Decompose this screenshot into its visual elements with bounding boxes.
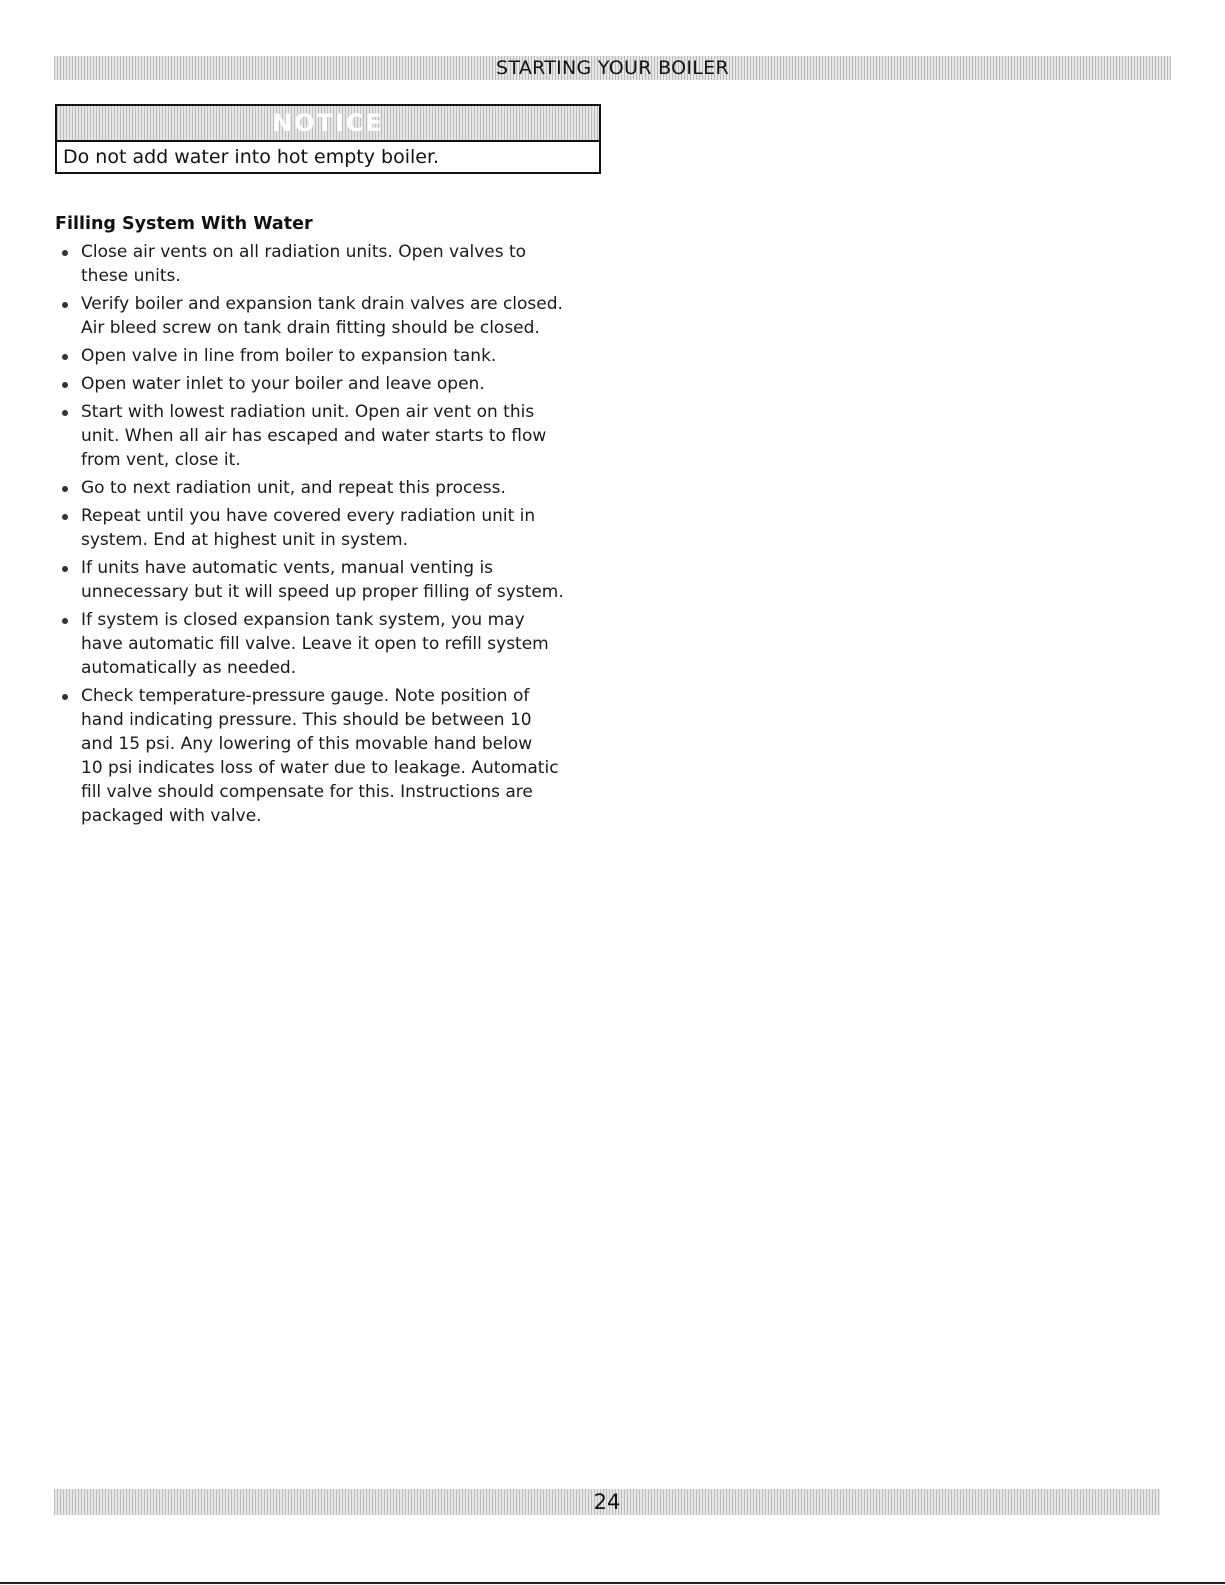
list-item — [55, 476, 615, 500]
filling-system-section — [55, 212, 615, 828]
list-item — [55, 400, 615, 472]
footer-bar — [54, 1489, 1160, 1515]
list-item-text: Check temperature-pressure gauge. Note position of hand indicating pressure. This should be between 10 and 15 psi. Any lowering of this movable hand below 10 psi indicates loss of water due to leakage. Automatic fill valve should compensate for this. Instructions are packaged with valve. — [81, 686, 559, 826]
bullet-icon — [62, 302, 68, 308]
bullet-icon — [62, 250, 68, 256]
list-item — [55, 504, 615, 552]
list-item-text: Open water inlet to your boiler and leave open. — [81, 374, 485, 394]
list-item — [55, 684, 615, 828]
list-item-text: If units have automatic vents, manual venting is unnecessary but it will speed up proper filling of system. — [81, 558, 564, 602]
list-item — [55, 292, 615, 340]
list-item-text: Repeat until you have covered every radiation unit in system. End at highest unit in system. — [81, 506, 536, 550]
bullet-icon — [62, 694, 68, 700]
list-item — [55, 372, 615, 396]
instruction-list — [55, 240, 615, 828]
list-item-text: Start with lowest radiation unit. Open air vent on this unit. When all air has escaped and water starts to flow from vent, close it. — [81, 402, 547, 470]
list-item — [55, 608, 615, 680]
bullet-icon — [62, 382, 68, 388]
bullet-icon — [62, 486, 68, 492]
list-item — [55, 344, 615, 368]
page-number: 24 — [593, 1490, 621, 1514]
bullet-icon — [62, 354, 68, 360]
bullet-icon — [62, 514, 68, 520]
list-item-text: Open valve in line from boiler to expansion tank. — [81, 346, 497, 366]
bullet-icon — [62, 410, 68, 416]
section-header-bar — [54, 56, 1171, 80]
notice-text: Do not add water into hot empty boiler. — [63, 146, 440, 168]
bottom-divider — [0, 1582, 1225, 1584]
list-item-text: If system is closed expansion tank system, you may have automatic fill valve. Leave it open to refill system automatically as needed. — [81, 610, 549, 678]
notice-header — [57, 106, 599, 142]
list-item-text: Verify boiler and expansion tank drain valves are closed. Air bleed screw on tank drain fitting should be closed. — [81, 294, 563, 338]
notice-box — [55, 104, 601, 174]
page-title: STARTING YOUR BOILER — [496, 57, 729, 79]
list-item-text: Close air vents on all radiation units. Open valves to these units. — [81, 242, 527, 286]
list-item — [55, 240, 615, 288]
notice-label: NOTICE — [272, 109, 384, 137]
list-item-text: Go to next radiation unit, and repeat this process. — [81, 478, 506, 498]
bullet-icon — [62, 566, 68, 572]
list-item — [55, 556, 615, 604]
bullet-icon — [62, 618, 68, 624]
section-heading: Filling System With Water — [55, 214, 313, 234]
